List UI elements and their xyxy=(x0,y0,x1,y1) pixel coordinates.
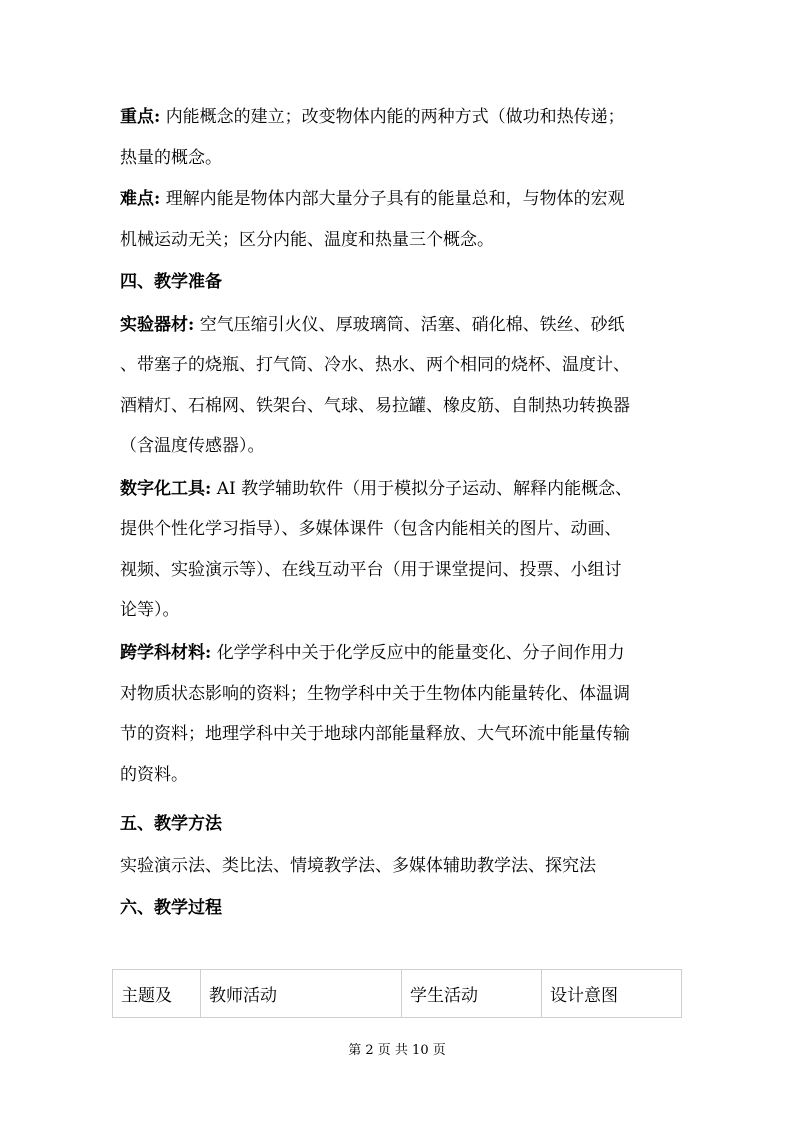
difficult-points-line-1 xyxy=(120,189,682,209)
digital-tools-text: AI 教学辅助软件（用于模拟分子运动、解释内能概念、 xyxy=(216,479,633,499)
equipment-line-3: 酒精灯、石棉网、铁架台、气球、易拉罐、橡皮筋、自制热功转换器 xyxy=(120,396,630,416)
table-header-row xyxy=(113,970,682,1018)
equipment-line-1 xyxy=(120,315,682,335)
difficult-points-text: 理解内能是物体内部大量分子具有的能量总和，与物体的宏观 xyxy=(165,189,625,209)
digital-tools-line-1 xyxy=(120,479,682,499)
page-footer: 第 2 页 共 10 页 xyxy=(348,1043,446,1058)
equipment-text: 空气压缩引火仪、厚玻璃筒、活塞、硝化棉、铁丝、砂纸 xyxy=(199,315,625,335)
teaching-methods-text: 实验演示法、类比法、情境教学法、多媒体辅助教学法、探究法 xyxy=(120,856,596,876)
digital-tools-label: 数字化工具: xyxy=(120,479,212,499)
cross-subject-label: 跨学科材料: xyxy=(120,643,212,663)
digital-tools-line-3: 视频、实验演示等）、在线互动平台（用于课堂提问、投票、小组讨 xyxy=(120,560,622,580)
teaching-process-table xyxy=(112,969,682,1018)
key-points-label: 重点: xyxy=(120,107,161,127)
table-header-student-activity: 学生活动 xyxy=(402,970,542,1018)
equipment-label: 实验器材: xyxy=(120,315,195,335)
digital-tools-line-4: 论等）。 xyxy=(120,600,180,620)
difficult-points-label: 难点: xyxy=(120,189,161,209)
equipment-line-4: （含温度传感器）。 xyxy=(120,436,265,456)
key-points-text: 内能概念的建立；改变物体内能的两种方式（做功和热传递； xyxy=(165,107,625,127)
difficult-points-line-2: 机械运动无关；区分内能、温度和热量三个概念。 xyxy=(120,230,494,250)
section-6-heading: 六、教学过程 xyxy=(120,898,222,918)
digital-tools-line-2: 提供个性化学习指导）、多媒体课件（包含内能相关的图片、动画、 xyxy=(120,519,622,539)
key-points-line-2: 热量的概念。 xyxy=(120,148,222,168)
table-header-topic: 主题及 xyxy=(113,970,201,1018)
cross-subject-line-3: 节的资料；地理学科中关于地球内部能量释放、大气环流中能量传输 xyxy=(120,724,630,744)
section-4-heading: 四、教学准备 xyxy=(120,272,222,292)
table-header-teacher-activity: 教师活动 xyxy=(201,970,402,1018)
cross-subject-text: 化学学科中关于化学反应中的能量变化、分子间作用力 xyxy=(216,643,625,663)
table-header-design-intent: 设计意图 xyxy=(542,970,682,1018)
section-5-heading: 五、教学方法 xyxy=(120,814,222,834)
cross-subject-line-4: 的资料。 xyxy=(120,765,188,785)
key-points-line-1 xyxy=(120,107,682,127)
cross-subject-line-2: 对物质状态影响的资料；生物学科中关于生物体内能量转化、体温调 xyxy=(120,684,630,704)
equipment-line-2: 、带塞子的烧瓶、打气筒、冷水、热水、两个相同的烧杯、温度计、 xyxy=(120,355,630,375)
cross-subject-line-1 xyxy=(120,643,682,663)
